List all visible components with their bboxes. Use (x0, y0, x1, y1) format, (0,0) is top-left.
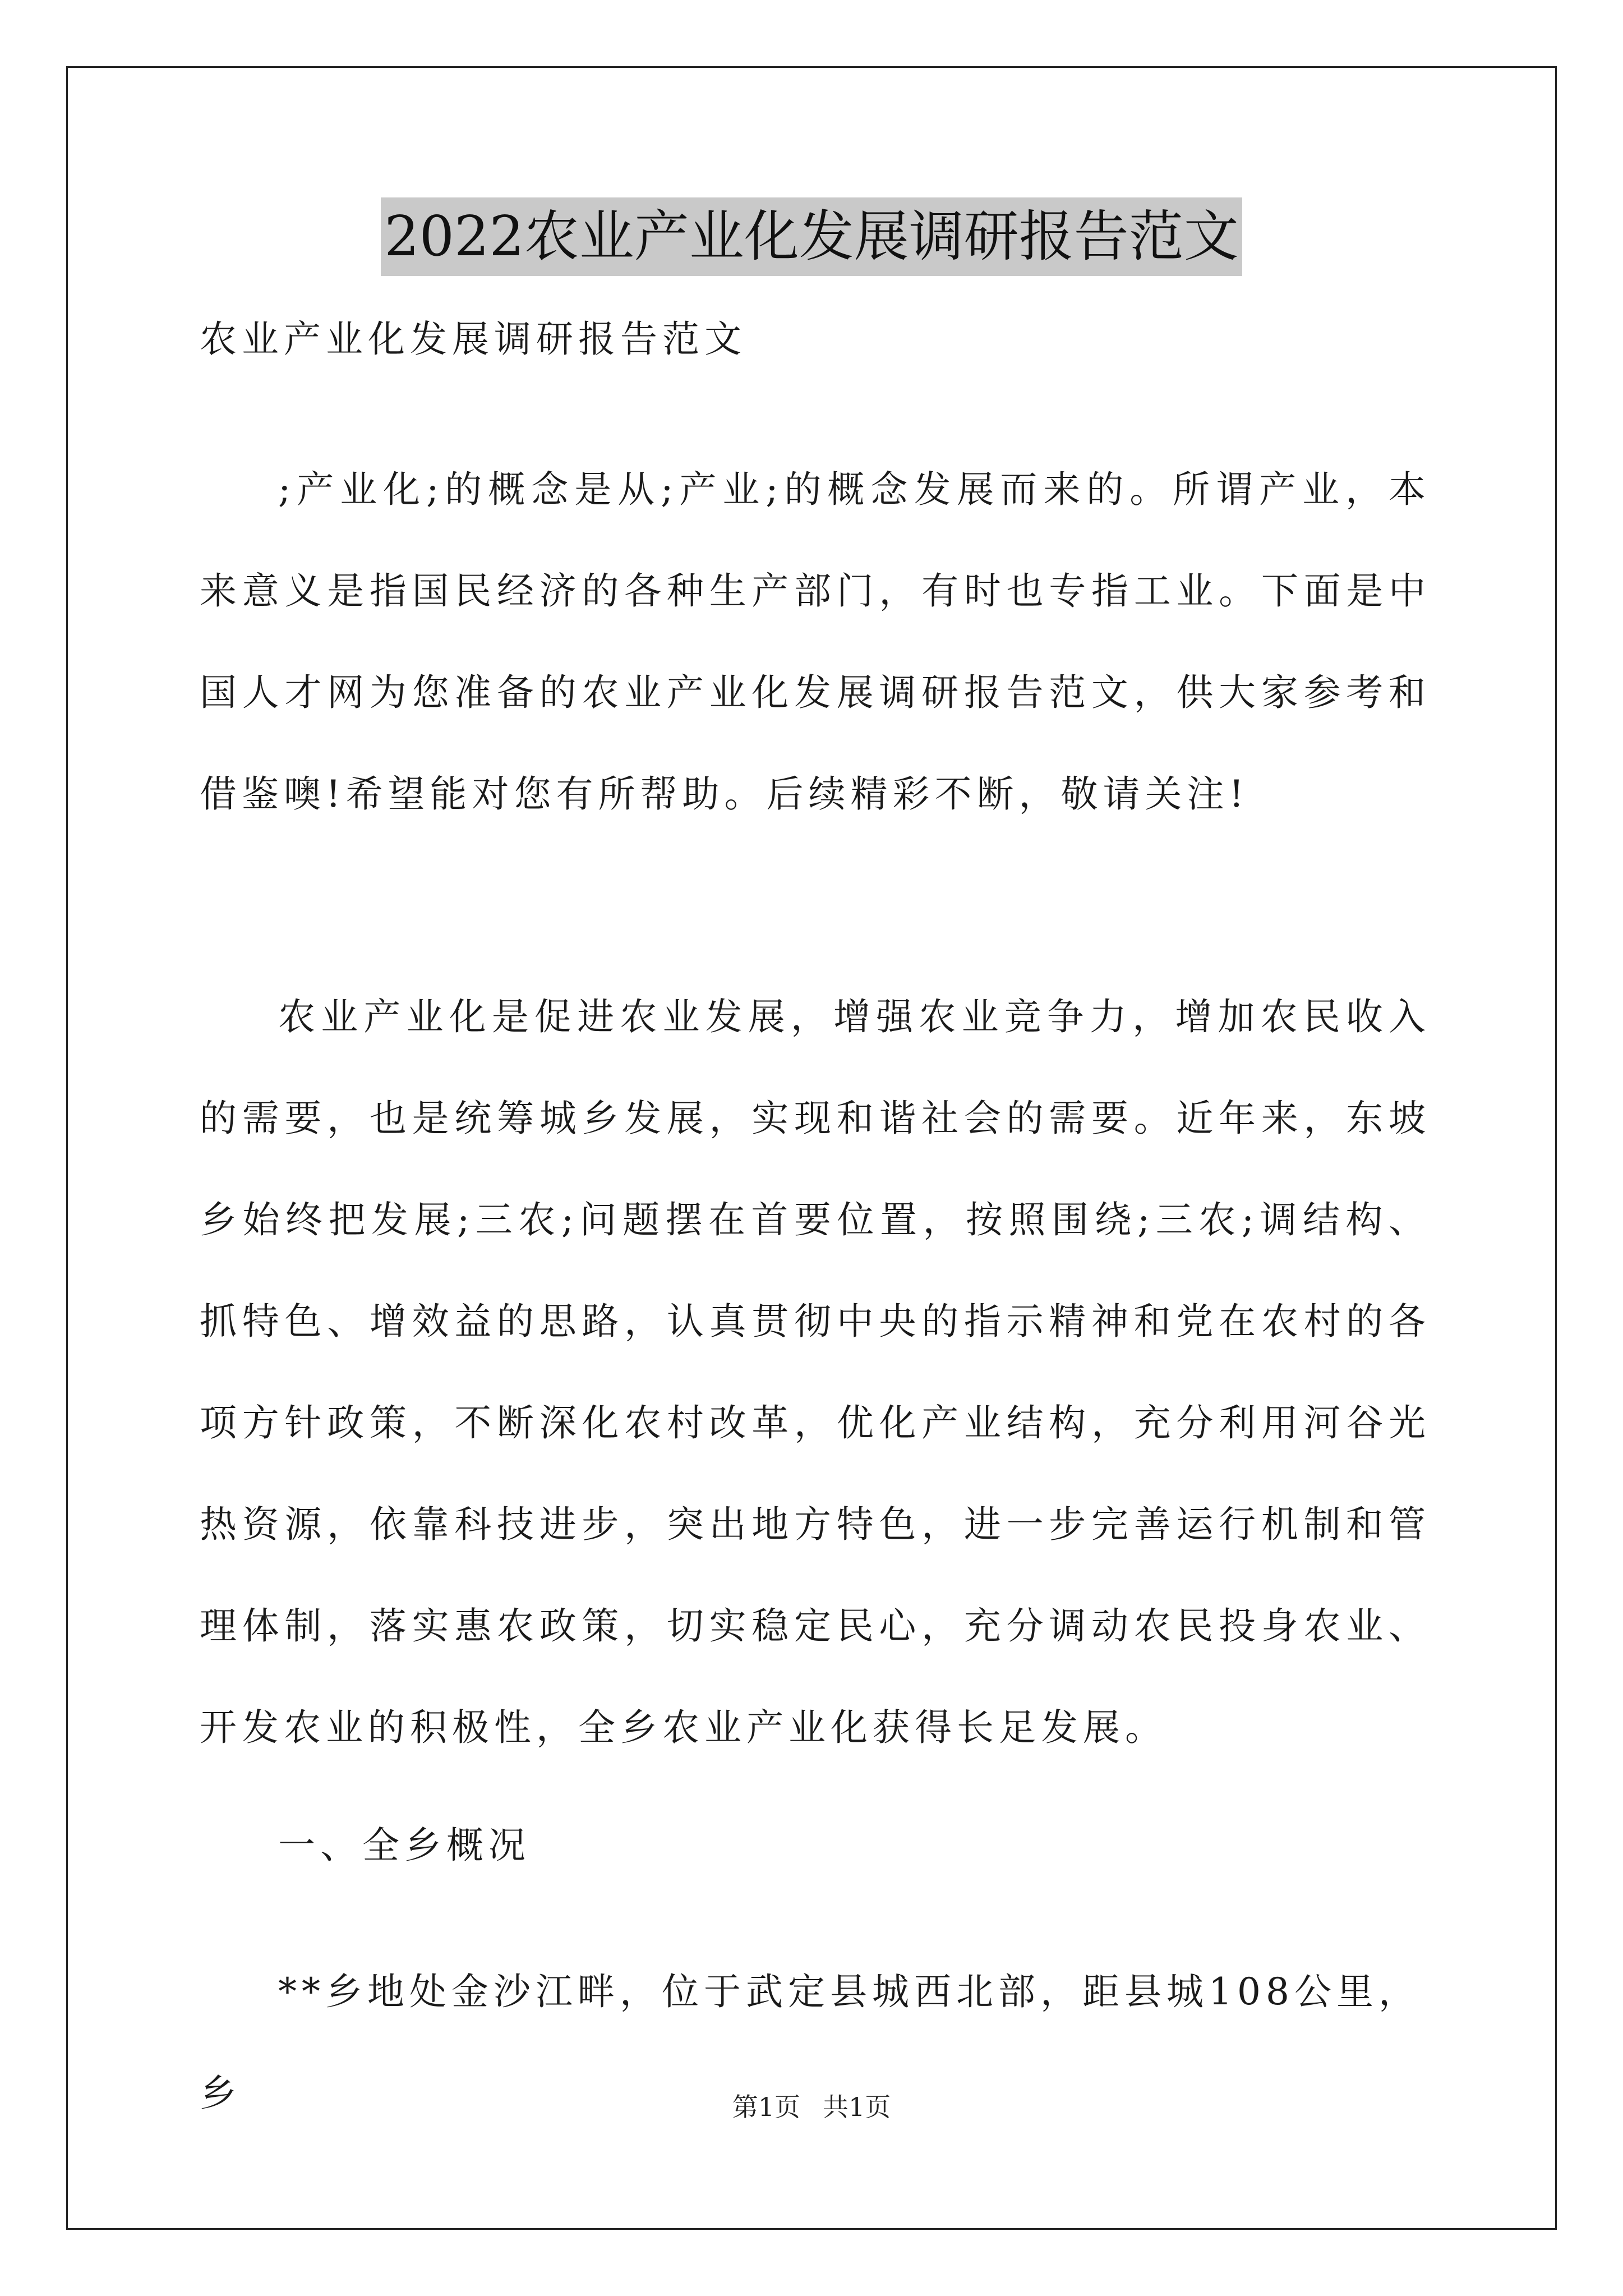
document-title: 2022农业产业化发展调研报告范文 (381, 197, 1242, 276)
intro-paragraph: ;产业化;的概念是从;产业;的概念发展而来的。所谓产业，本来意义是指国民经济的各种生产部门，有时也专指工业。下面是中国人才网为您准备的农业产业化发展调研报告范文，供大家参考和借鉴噢!希望能对您有所帮助。后续精彩不断，敬请关注! (200, 468, 1431, 816)
document-subtitle: 农业产业化发展调研报告范文 (200, 318, 746, 361)
title-container (0, 197, 1623, 276)
overview-paragraph: **乡地处金沙江畔，位于武定县城西北部，距县城108公里，乡 (200, 1970, 1421, 2115)
page-total: 共1页 (823, 2092, 891, 2122)
page-footer (0, 2087, 1623, 2124)
main-paragraph: 农业产业化是促进农业发展，增强农业竞争力，增加农民收入的需要，也是统筹城乡发展，实现和谐社会的需要。近年来，东坡乡始终把发展;三农;问题摆在首要位置，按照围绕;三农;调结构、抓特色、增效益的思路，认真贯彻中央的指示精神和党在农村的各项方针政策，不断深化农村改革，优化产业结构，充分利用河谷光热资源，依靠科技进步，突出地方特色，进一步完善运行机制和管理体制，落实惠农政策，切实稳定民心，充分调动农民投身农业、开发农业的积极性，全乡农业产业化获得长足发展。 (200, 995, 1431, 1749)
page-number: 第1页 (732, 2092, 800, 2122)
section-heading: 一、全乡概况 (278, 1824, 531, 1867)
